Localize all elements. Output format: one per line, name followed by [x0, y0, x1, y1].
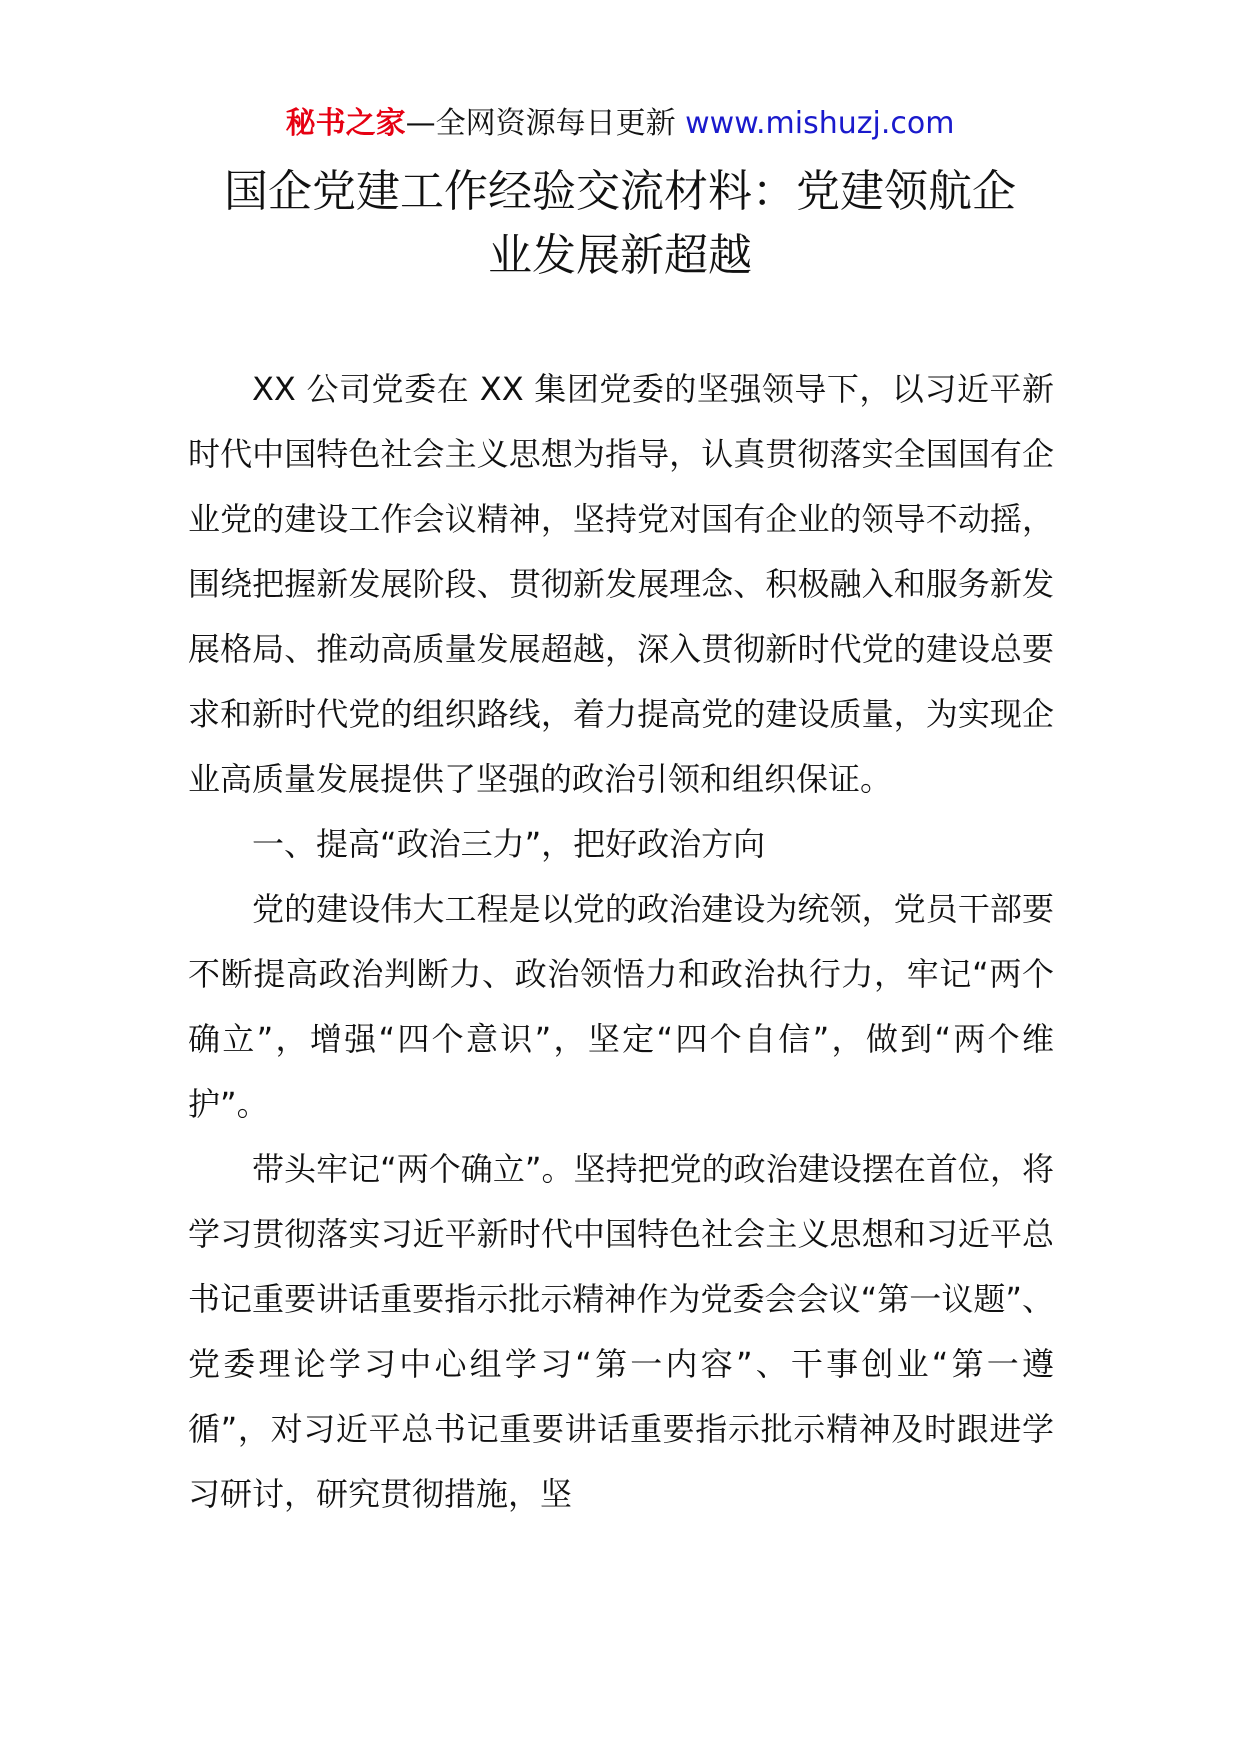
paragraph-section-1: 党的建设伟大工程是以党的政治建设为统领，党员干部要不断提高政治判断力、政治领悟力和政治执行力，牢记“两个确立”，增强“四个意识”，坚定“四个自信”，做到“两个维护”。	[188, 890, 1054, 1123]
site-url-link[interactable]: www.mishuzj.com	[685, 106, 955, 141]
site-header	[0, 104, 1240, 144]
title-line-2: 业发展新超越	[488, 230, 752, 281]
site-brand: 秘书之家	[285, 106, 406, 141]
document-body	[188, 357, 1054, 1527]
document-title	[190, 160, 1050, 288]
title-line-1: 国企党建工作经验交流材料：党建领航企	[224, 166, 1016, 217]
paragraph-intro: XX 公司党委在 XX 集团党委的坚强领导下，以习近平新时代中国特色社会主义思想为指导，认真贯彻落实全国国有企业党的建设工作会议精神，坚持党对国有企业的领导不动摇，围绕把握新发展阶段、贯彻新发展理念、积极融入和服务新发展格局、推动高质量发展超越，深入贯彻新时代党的建设总要求和新时代党的组织路线，着力提高党的建设质量，为实现企业高质量发展提供了坚强的政治引领和组织保证。	[188, 370, 1054, 798]
site-tagline: —全网资源每日更新	[405, 106, 676, 141]
paragraph-subsection-1: 带头牢记“两个确立”。坚持把党的政治建设摆在首位，将学习贯彻落实习近平新时代中国特色社会主义思想和习近平总书记重要讲话重要指示批示精神作为党委会会议“第一议题”、党委理论学习中心组学习“第一内容”、干事创业“第一遵循”，对习近平总书记重要讲话重要指示批示精神及时跟进学习研讨，研究贯彻措施，坚	[188, 1150, 1054, 1513]
section-heading-1: 一、提高“政治三力”，把好政治方向	[252, 825, 766, 863]
